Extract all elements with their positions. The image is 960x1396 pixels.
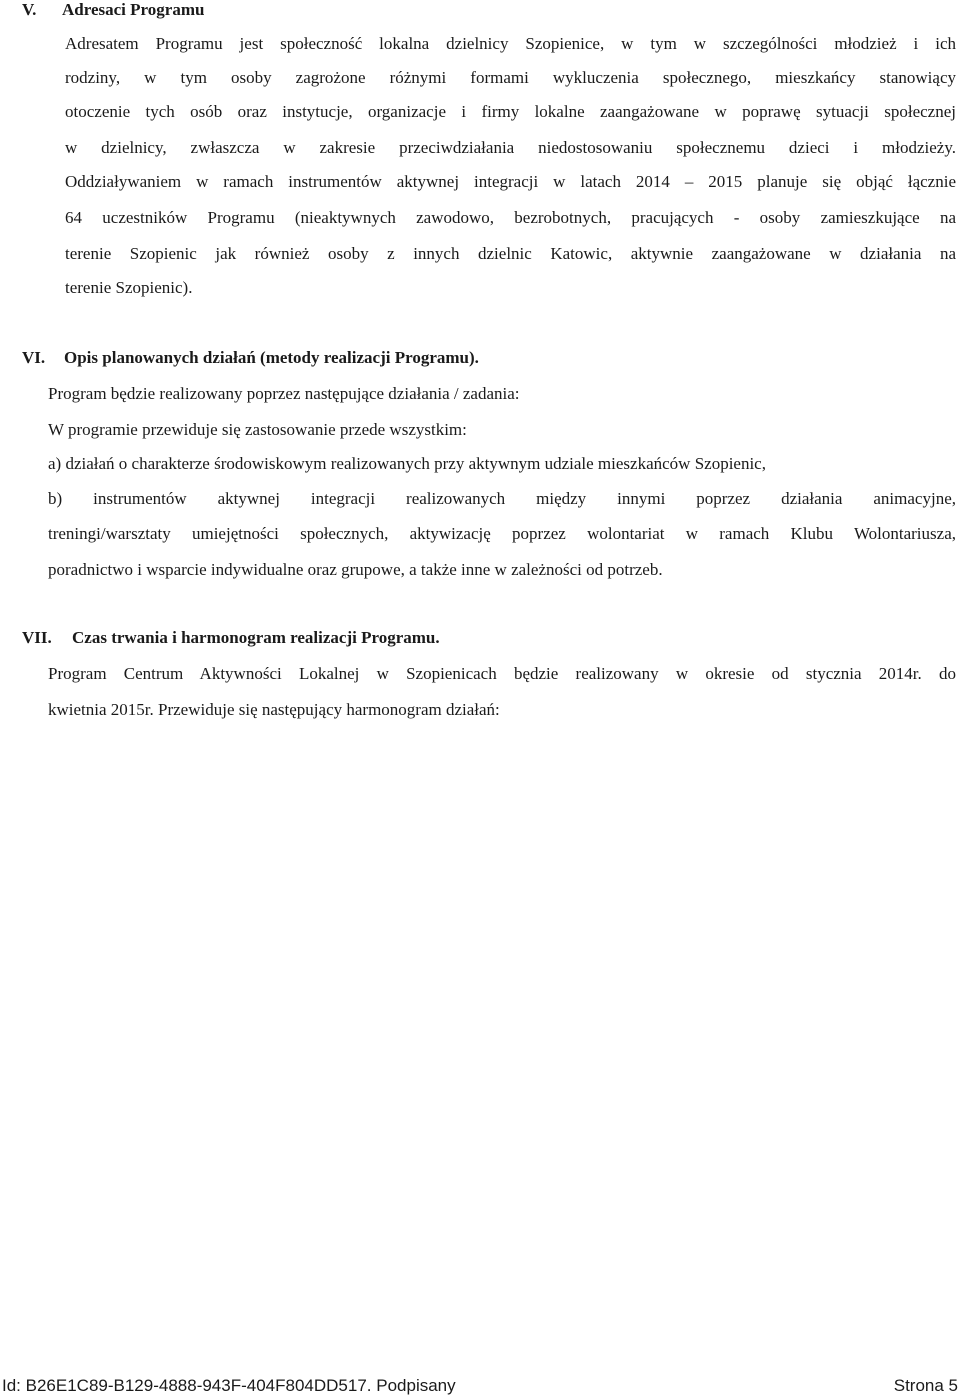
section-v-line-2: rodziny, w tym osoby zagrożone różnymi formami wykluczenia społecznego, mieszkańcy stanowiący xyxy=(65,68,956,87)
section-vi-title: Opis planowanych działań (metody realizacji Programu). xyxy=(64,348,479,367)
section-vii-number: VII. xyxy=(22,628,52,647)
section-v-line-4: w dzielnicy, zwłaszcza w zakresie przeciwdziałania niedostosowaniu społecznemu dzieci i młodzieży. xyxy=(65,138,956,157)
section-v-number: V. xyxy=(22,0,37,19)
section-v-title: Adresaci Programu xyxy=(62,0,205,19)
section-vi-item-b-line-1: b) instrumentów aktywnej integracji realizowanych między innymi poprzez działania animacyjne, xyxy=(48,489,956,508)
section-v-line-1: Adresatem Programu jest społeczność lokalna dzielnicy Szopienice, w tym w szczególności młodzież i ich xyxy=(65,34,956,53)
section-vi-line-2: W programie przewiduje się zastosowanie przede wszystkim: xyxy=(48,420,467,439)
section-vii-line-2: kwietnia 2015r. Przewiduje się następujący harmonogram działań: xyxy=(48,700,500,719)
section-vi-item-b-line-3: poradnictwo i wsparcie indywidualne oraz grupowe, a także inne w zależności od potrzeb. xyxy=(48,560,663,579)
section-v-heading xyxy=(22,0,204,20)
footer-page-number: Strona 5 xyxy=(893,1376,958,1395)
section-vii-heading xyxy=(22,628,440,648)
section-v-line-8: terenie Szopienic). xyxy=(65,278,193,297)
section-vi-item-b-line-2: treningi/warsztaty umiejętności społecznych, aktywizację poprzez wolontariat w ramach Klubu Wolontariusza, xyxy=(48,524,956,543)
section-v-line-7: terenie Szopienic jak również osoby z innych dzielnic Katowic, aktywnie zaangażowane w działania na xyxy=(65,244,956,263)
section-v-line-6: 64 uczestników Programu (nieaktywnych zawodowo, bezrobotnych, pracujących - osoby zamieszkujące na xyxy=(65,208,956,227)
section-vi-line-1: Program będzie realizowany poprzez następujące działania / zadania: xyxy=(48,384,520,403)
section-vi-heading xyxy=(22,348,479,368)
section-v-line-5: Oddziaływaniem w ramach instrumentów aktywnej integracji w latach 2014 – 2015 planuje się objąć łącznie xyxy=(65,172,956,191)
section-vii-title: Czas trwania i harmonogram realizacji Programu. xyxy=(72,628,440,647)
footer-document-id: Id: B26E1C89-B129-4888-943F-404F804DD517. Podpisany xyxy=(2,1376,456,1395)
section-vi-item-a: a) działań o charakterze środowiskowym realizowanych przy aktywnym udziale mieszkańców Szopienic, xyxy=(48,454,766,473)
section-vi-number: VI. xyxy=(22,348,46,367)
section-v-line-3: otoczenie tych osób oraz instytucje, organizacje i firmy lokalne zaangażowane w poprawę sytuacji społecznej xyxy=(65,102,956,121)
section-vii-line-1: Program Centrum Aktywności Lokalnej w Szopienicach będzie realizowany w okresie od stycznia 2014r. do xyxy=(48,664,956,683)
